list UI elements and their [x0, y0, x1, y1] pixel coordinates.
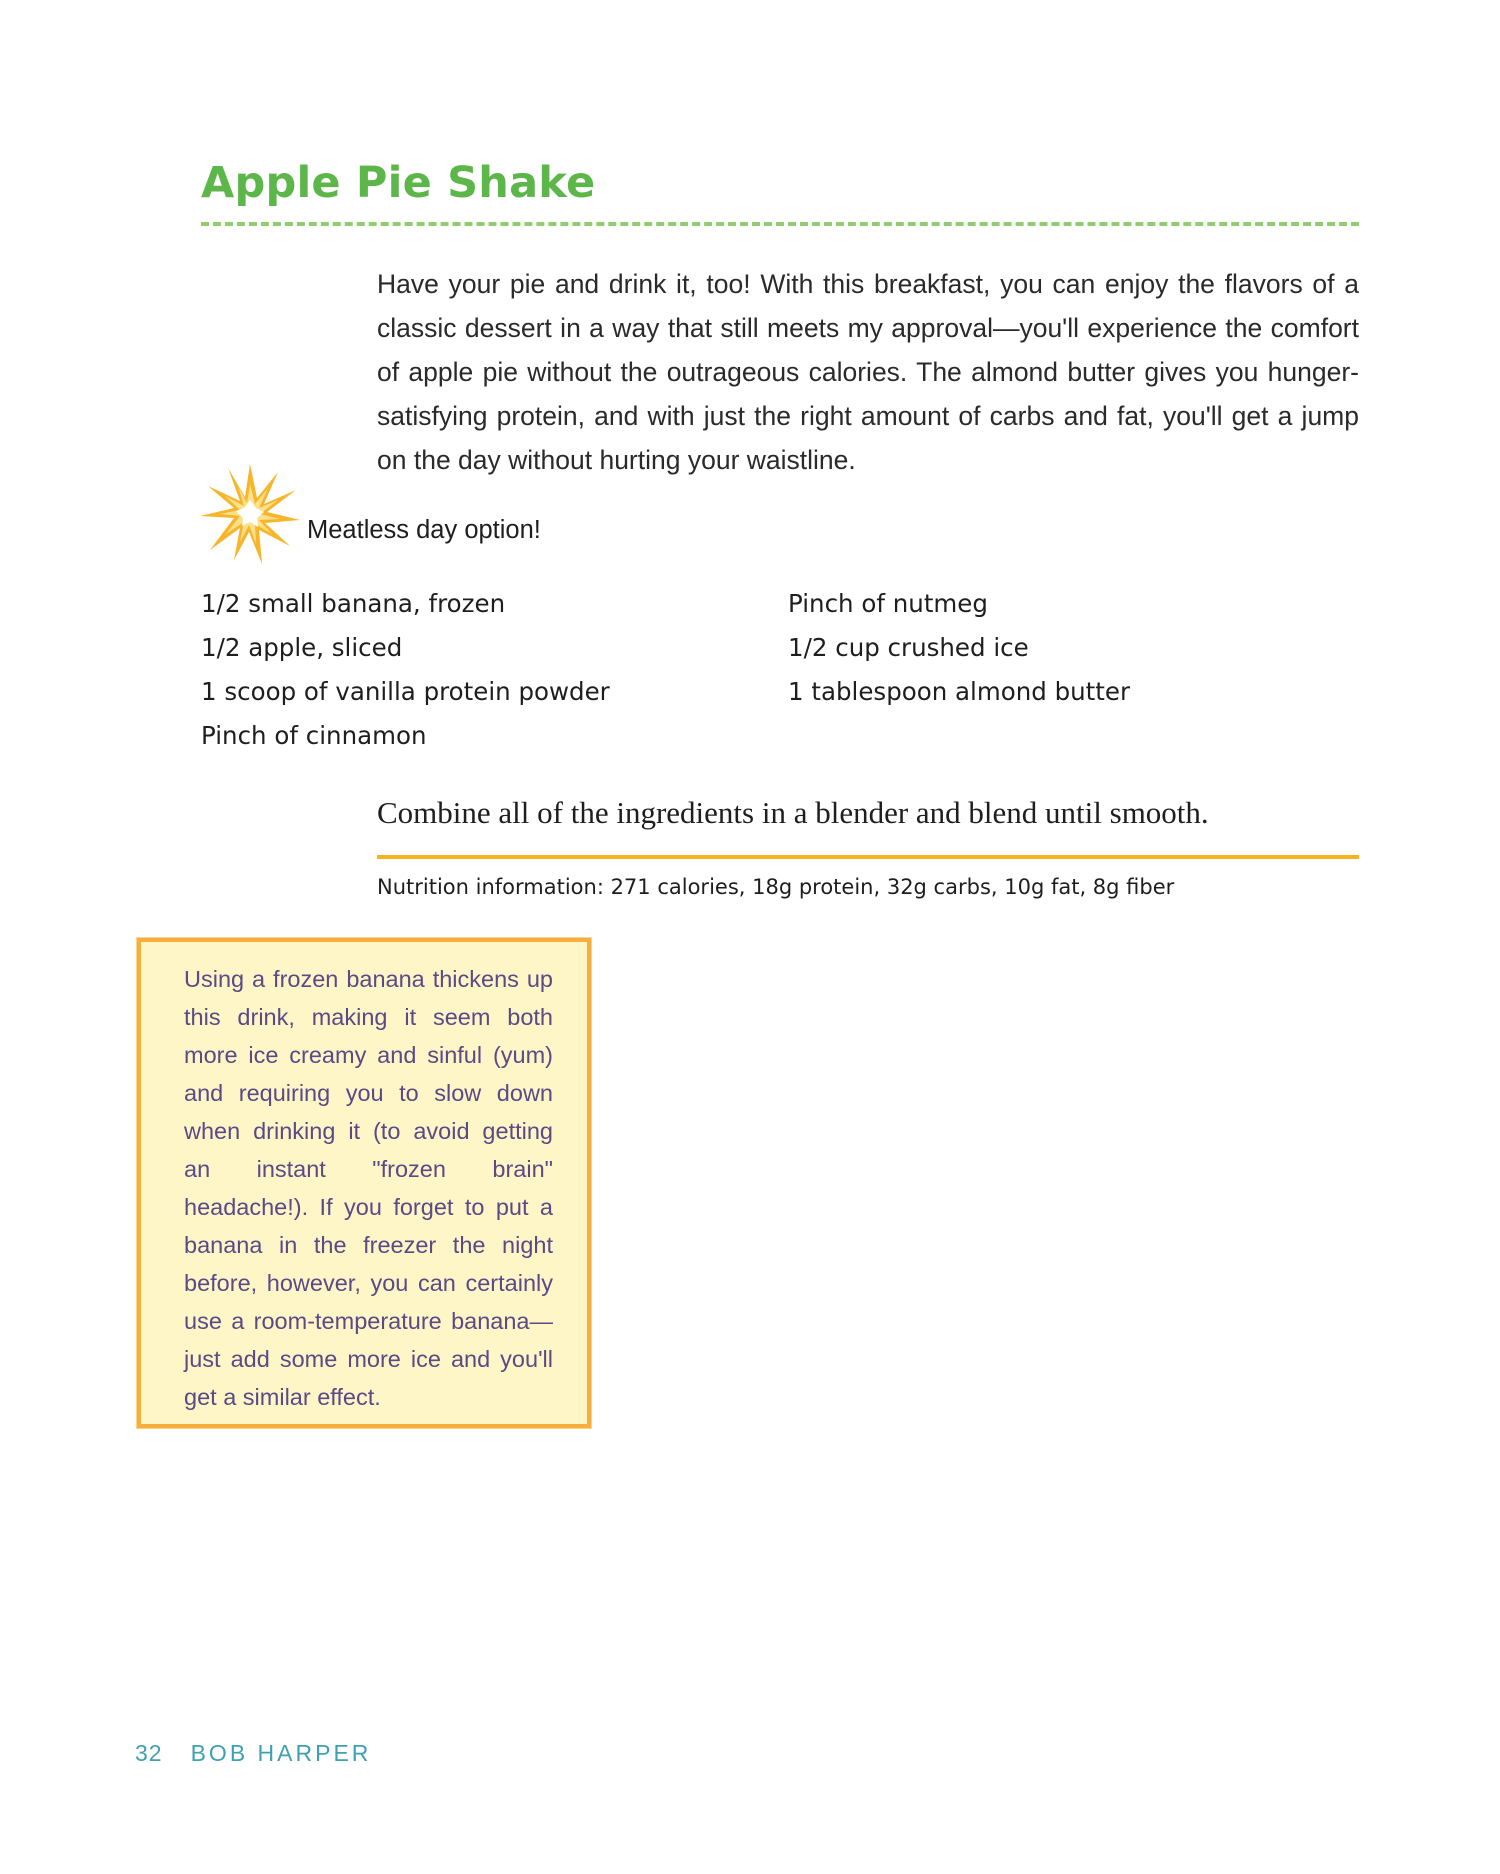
meatless-label: Meatless day option! [307, 516, 541, 544]
tip-text: Using a frozen banana thickens up this drink, making it seem both more ice creamy and sinful (yum) and requiring you to slow down when drinking it (to avoid getting an instant "frozen brain" headache!). If you forget to put a banana in the freezer the night before, however, you can certainly use a room-temperature banana—just add some more ice and you'll get a similar effect. [184, 966, 553, 1410]
recipe-directions: Combine all of the ingredients in a blender and blend until smooth. [377, 795, 1209, 830]
ingredient-item: 1/2 cup crushed ice [788, 633, 1029, 662]
ingredients-right-list [788, 582, 1130, 714]
nutrition-info: Nutrition information: 271 calories, 18g protein, 32g carbs, 10g fat, 8g fiber [377, 875, 1175, 899]
ingredient-item: 1 tablespoon almond butter [788, 677, 1131, 706]
sunburst-icon [198, 458, 310, 570]
tip-box [137, 938, 591, 1428]
ingredient-item: 1 scoop of vanilla protein powder [201, 677, 610, 706]
ingredients-left-list [201, 582, 610, 758]
title-dashed-rule [201, 222, 1359, 226]
page-number: 32 [135, 1740, 163, 1766]
recipe-intro: Have your pie and drink it, too! With this breakfast, you can enjoy the flavors of a classic dessert in a way that still meets my approval—you'll experience the comfort of apple pie without the outrageous calories. The almond butter gives you hunger-satisfying protein, and with just the right amount of carbs and fat, you'll get a jump on the day without hurting your waistline. [377, 269, 1359, 475]
author-name: BOB HARPER [190, 1740, 372, 1766]
ingredient-item: 1/2 small banana, frozen [201, 589, 506, 618]
ingredient-item: Pinch of cinnamon [201, 721, 427, 750]
recipe-title: Apple Pie Shake [201, 158, 596, 208]
ingredient-item: 1/2 apple, sliced [201, 633, 403, 662]
page-footer [135, 1740, 371, 1767]
directions-rule [377, 855, 1359, 859]
ingredient-item: Pinch of nutmeg [788, 589, 988, 618]
